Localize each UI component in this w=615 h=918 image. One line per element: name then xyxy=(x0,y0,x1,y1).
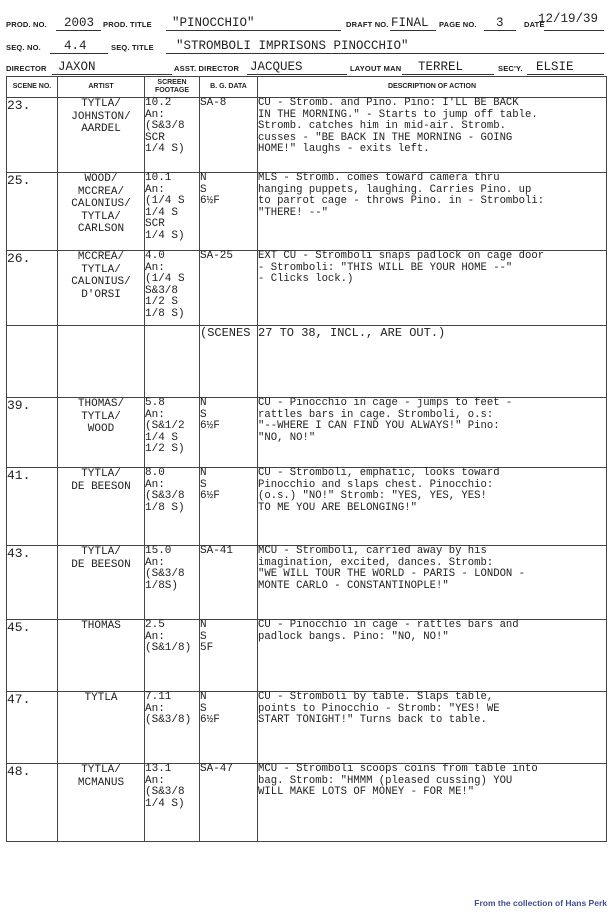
bg-data: SA-8 xyxy=(200,98,258,173)
screen-footage: 8.0 An: (S&3/8 1/8 S) xyxy=(145,468,200,546)
seq-no-label: SEQ. NO. xyxy=(6,43,41,52)
screen-footage: 7.11 An: (S&3/8) xyxy=(145,692,200,764)
scene-number: 39. xyxy=(7,398,58,468)
seq-title-label: SEQ. TITLE xyxy=(111,43,154,52)
scene-number: 26. xyxy=(7,251,58,326)
bg-data: N S 6½F xyxy=(200,173,258,251)
scene-number: 45. xyxy=(7,620,58,692)
secy-label: SEC'Y. xyxy=(498,64,523,73)
artist: TYTLA/ MCMANUS xyxy=(58,764,145,842)
date: 12/19/39 xyxy=(538,12,599,26)
action-description: CU - Stromb. and Pino. Pino: I'LL BE BACK IN THE MORNING." - Starts to jump off table. Stromb. catches him in mid-air. Stromb. cusses - "BE BACK IN THE MORNING - GOING HOME!" laughs - exits left. xyxy=(258,98,607,173)
page-no-label: PAGE NO. xyxy=(439,20,477,29)
screen-footage: 13.1 An: (S&3/8 1/4 S) xyxy=(145,764,200,842)
artist: THOMAS/ TYTLA/ WOOD xyxy=(58,398,145,468)
prod-title-label: PROD. TITLE xyxy=(103,20,152,29)
draft-no: FINAL xyxy=(391,16,429,30)
table-header-row xyxy=(7,77,607,98)
bg-data: N S 5F xyxy=(200,620,258,692)
scene-number: 41. xyxy=(7,468,58,546)
artist: THOMAS xyxy=(58,620,145,692)
action-description: CU - Pinocchio in cage - rattles bars and padlock bangs. Pino: "NO, NO!" xyxy=(258,620,607,692)
scene-number: 25. xyxy=(7,173,58,251)
bg-data: N S 6½F xyxy=(200,398,258,468)
date-label: DATE xyxy=(524,20,545,29)
action-description: MCU - Stromboli, carried away by his imagination, excited, dances. Stromb: "WE WILL TOUR THE WORLD - PARIS - LONDON - MONTE CARLO - CONSTANTINOPLE!" xyxy=(258,546,607,620)
bg-data: SA-47 xyxy=(200,764,258,842)
table-row xyxy=(7,468,607,546)
page-no: 3 xyxy=(496,16,504,30)
artist: MCCREA/ TYTLA/ CALONIUS/ D'ORSI xyxy=(58,251,145,326)
header-line-2 xyxy=(6,33,609,55)
bg-data: SA-25 xyxy=(200,251,258,326)
artist: TYTLA/ DE BEESON xyxy=(58,546,145,620)
collection-credit: From the collection of Hans Perk xyxy=(474,898,607,908)
screen-footage: 10.2 An: (S&3/8 SCR 1/4 S) xyxy=(145,98,200,173)
table-row xyxy=(7,620,607,692)
header-line-1 xyxy=(6,10,609,32)
col-desc-header: DESCRIPTION OF ACTION xyxy=(258,77,607,98)
omitted-scenes-row xyxy=(7,326,607,398)
header-line-3 xyxy=(6,54,609,76)
draft-no-label: DRAFT NO. xyxy=(346,20,389,29)
artist: TYTLA xyxy=(58,692,145,764)
seq-title: "STROMBOLI IMPRISONS PINOCCHIO" xyxy=(176,39,409,53)
director: JAXON xyxy=(58,60,96,74)
seq-no: 4.4 xyxy=(64,39,87,53)
screen-footage: 2.5 An: (S&1/8) xyxy=(145,620,200,692)
artist: TYTLA/ JOHNSTON/ AARDEL xyxy=(58,98,145,173)
director-label: DIRECTOR xyxy=(6,64,47,73)
action-description: MLS - Stromb. comes toward camera thru hanging puppets, laughing. Carries Pino. up to parrot cage - throws Pino. in - Stromboli: "THERE! --" xyxy=(258,173,607,251)
asst-director-label: ASST. DIRECTOR xyxy=(174,64,240,73)
artist: WOOD/ MCCREA/ CALONIUS/ TYTLA/ CARLSON xyxy=(58,173,145,251)
screen-footage: 4.0 An: (1/4 S S&3/8 1/2 S 1/8 S) xyxy=(145,251,200,326)
col-bg-header: B. G. DATA xyxy=(200,77,258,98)
table-row xyxy=(7,98,607,173)
bg-data: N S 6½F xyxy=(200,468,258,546)
screen-footage: 10.1 An: (1/4 S 1/4 S SCR 1/4 S) xyxy=(145,173,200,251)
screen-footage: 15.0 An: (S&3/8 1/8S) xyxy=(145,546,200,620)
bg-data: N S 6½F xyxy=(200,692,258,764)
omitted-scenes-label: (SCENES xyxy=(200,326,258,398)
table-row xyxy=(7,251,607,326)
action-description: CU - Pinocchio in cage - jumps to feet - rattles bars in cage. Stromboli, o.s: "--WHERE I CAN FIND YOU ALWAYS!" Pino: "NO, NO!" xyxy=(258,398,607,468)
prod-no-label: PROD. NO. xyxy=(6,20,47,29)
secy: ELSIE xyxy=(536,60,574,74)
artist: TYTLA/ DE BEESON xyxy=(58,468,145,546)
col-artist-header: ARTIST xyxy=(58,77,145,98)
action-description: CU - Stromboli, emphatic, looks toward Pinocchio and slaps chest. Pinocchio: (o.s.) "NO!" Stromb: "YES, YES, YES! TO ME YOU ARE BELONGING!" xyxy=(258,468,607,546)
scene-table xyxy=(6,76,607,842)
table-row xyxy=(7,692,607,764)
action-description: MCU - Stromboli scoops coins from table into bag. Stromb: "HMMM (pleased cussing) YOU WILL MAKE LOTS OF MONEY - FOR ME!" xyxy=(258,764,607,842)
omitted-scenes-range: 27 TO 38, INCL., ARE OUT.) xyxy=(258,326,607,398)
scene-number: 43. xyxy=(7,546,58,620)
prod-title: "PINOCCHIO" xyxy=(172,16,255,30)
col-scene-header: SCENE NO. xyxy=(7,77,58,98)
prod-no: 2003 xyxy=(64,16,95,30)
table-row xyxy=(7,173,607,251)
scene-number: 47. xyxy=(7,692,58,764)
screen-footage: 5.8 An: (S&1/2 1/4 S 1/2 S) xyxy=(145,398,200,468)
action-description: EXT CU - Stromboli snaps padlock on cage door - Stromboli: "THIS WILL BE YOUR HOME --" - Clicks lock.) xyxy=(258,251,607,326)
scene-number: 23. xyxy=(7,98,58,173)
scene-number: 48. xyxy=(7,764,58,842)
bg-data: SA-41 xyxy=(200,546,258,620)
col-footage-header: SCREEN FOOTAGE xyxy=(145,77,200,98)
action-description: CU - Stromboli by table. Slaps table, points to Pinocchio - Stromb: "YES! WE START TONIGHT!" Turns back to table. xyxy=(258,692,607,764)
asst-director: JACQUES xyxy=(250,60,303,74)
table-row xyxy=(7,546,607,620)
layout-man: TERREL xyxy=(418,60,464,74)
table-row xyxy=(7,764,607,842)
layout-man-label: LAYOUT MAN xyxy=(350,64,402,73)
table-row xyxy=(7,398,607,468)
